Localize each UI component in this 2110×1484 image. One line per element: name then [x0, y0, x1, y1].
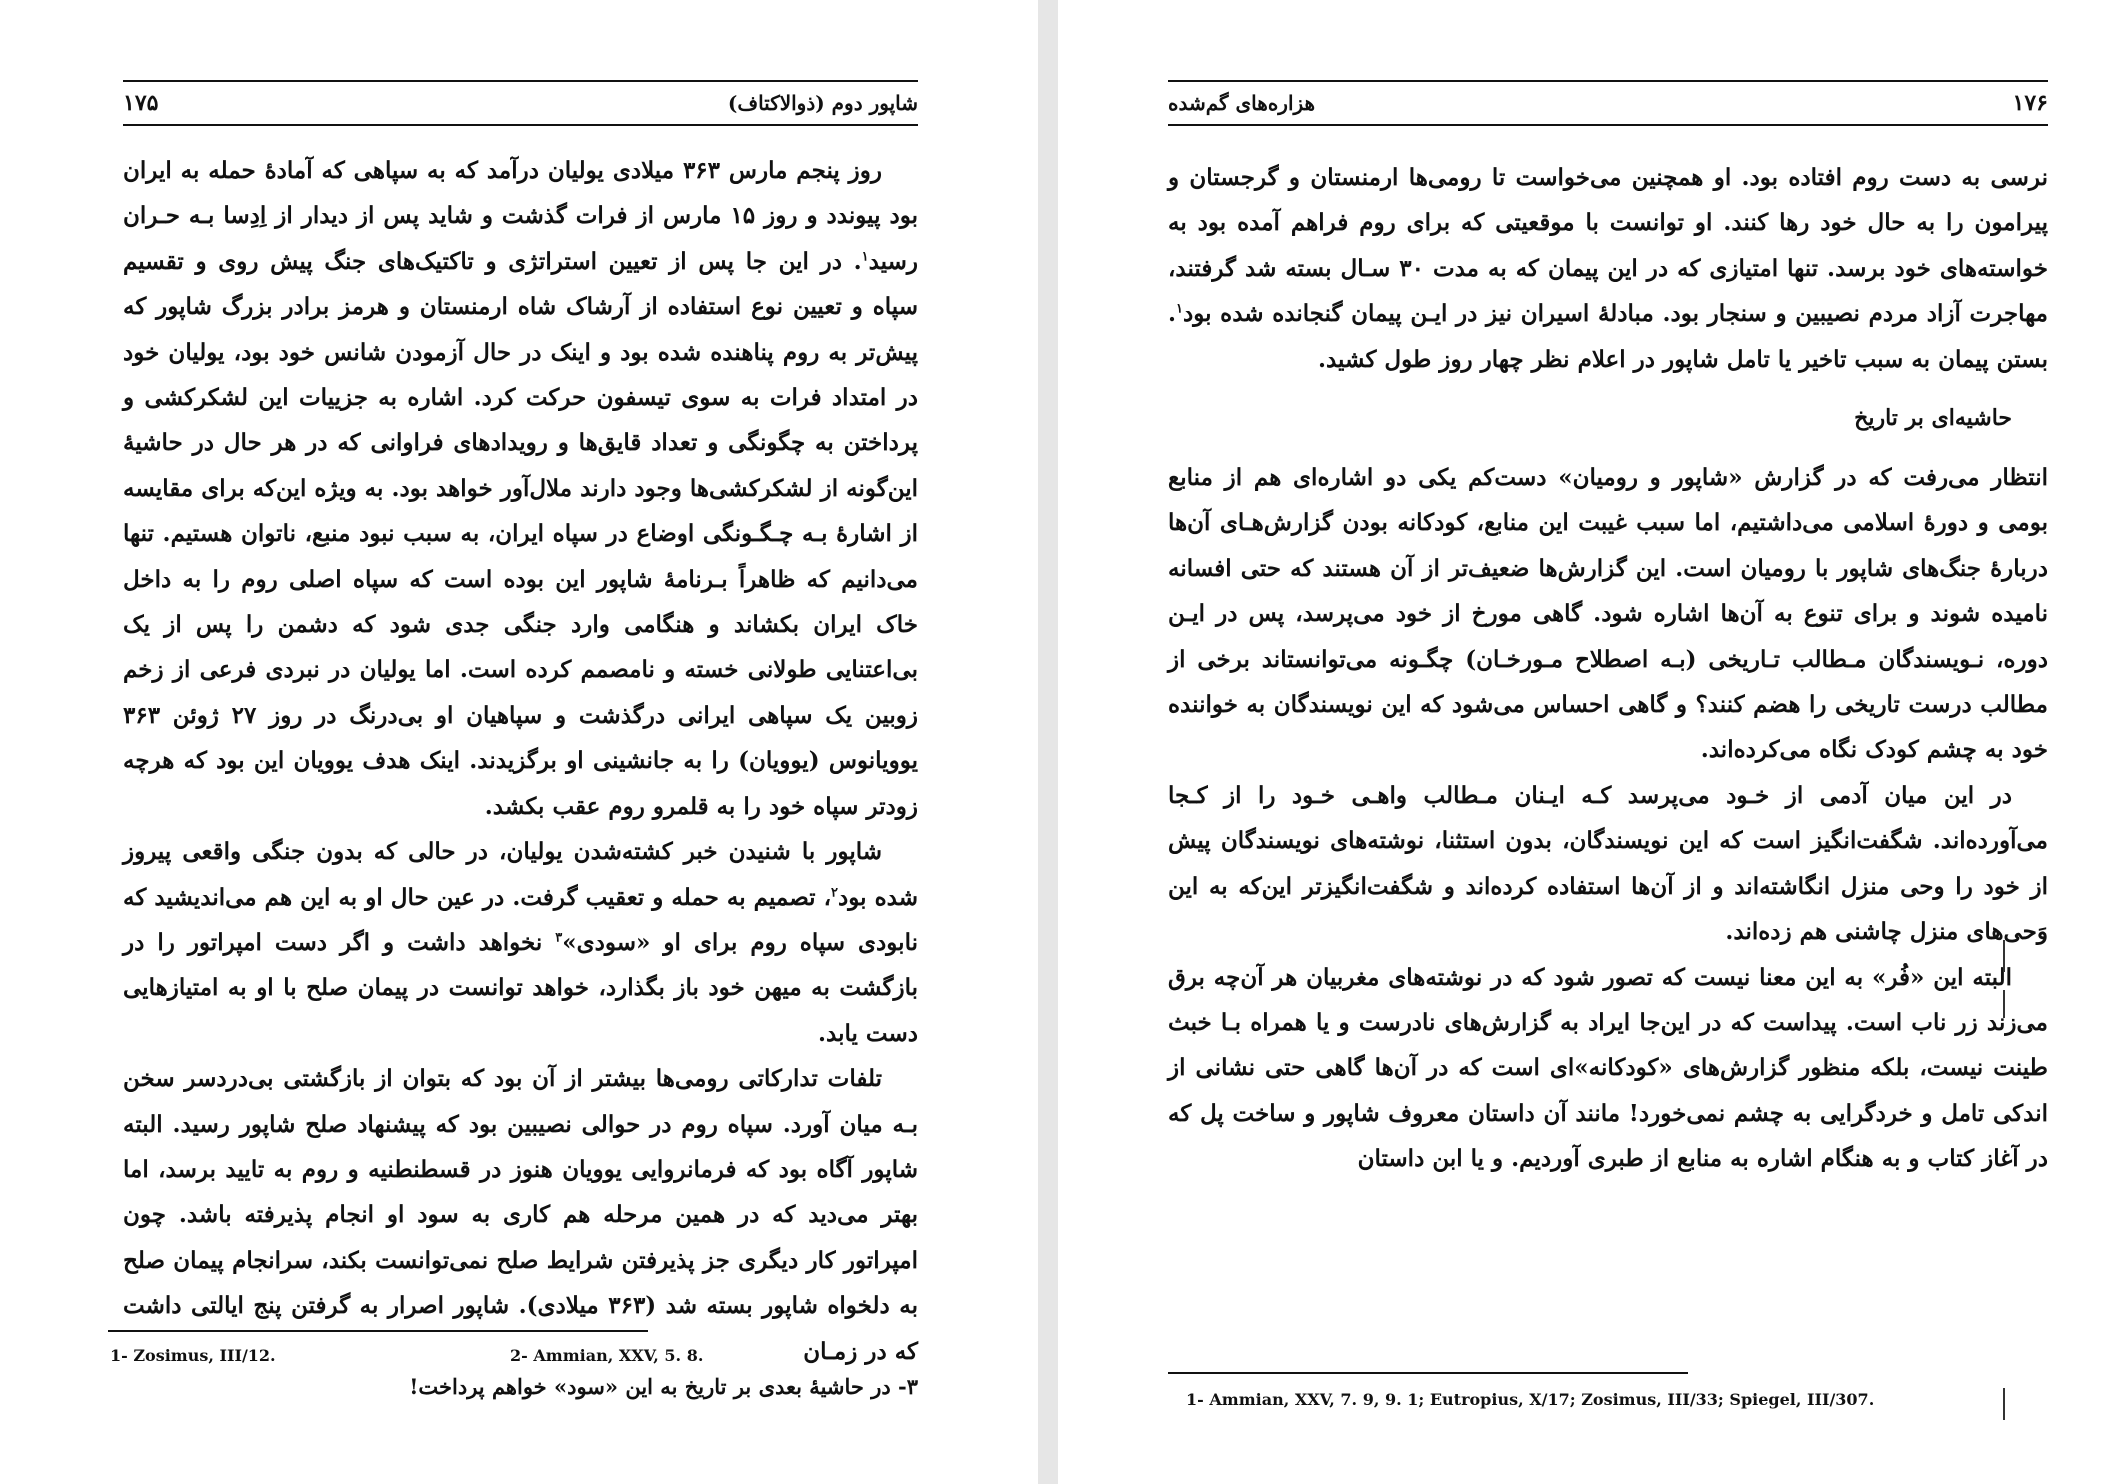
footnote-rule [108, 1330, 648, 1332]
left-page-body [123, 148, 918, 1374]
running-title: هزاره‌های گم‌شده [1168, 91, 1316, 115]
paragraph: انتظار می‌رفت که در گزارش «شاپور و رومیان» دست‌کم یکی دو اشاره‌ای هم از منابع بومی و دورهٔ اسلامی می‌داشتیم، اما سبب غیبت این منابع، کودکانه بودن گزارش‌هـای آن‌ها دربارهٔ جنگ‌های شاپور با رومیان است. این گزارش‌ها ضعیف‌تر از آن هستند که حتی افسانه نامیده شوند و برای تنوع به آن‌ها اشاره شود. گاهی مورخ از خود می‌پرسد، پس در ایـن دوره، نـویسندگان مـطالب تـاریخی (بـه اصطلاح مـورخـان) چگـونه می‌توانستاند برخی از مطالب درست تاریخی را هضم کنند؟ و گاهی احساس می‌شود که این نویسندگان به خواننده خود به چشم کودک نگاه می‌کرده‌اند. [1168, 464, 2048, 764]
paragraph: تلفات تدارکاتی رومی‌ها بیشتر از آن بود که بتوان از بازگشتی بی‌دردسر سخن بـه میان آورد. سپاه روم در حوالی نصیبین بود که پیشنهاد صلح شاپور رسید. البته شاپور آگاه بود که فرمانروایی یوویان هنوز در قسطنطنیه و روم به تایید برسد، اما بهتر می‌دید که در همین مرحله هم کاری به سود او انجام پذیرفته باشد. چون امپراتور کار دیگری جز پذیرفتن شرایط صلح نمی‌توانست بکند، سرانجام پیمان صلح به دلخواه شاپور بسته شد (۳۶۳ میلادی). شاپور اصرار به گرفتن پنج ایالتی داشت که در زمـان [123, 1065, 918, 1365]
footnote-1: 1- Ammian, XXV, 7. 9, 9. 1; Eutropius, X/17; Zosimus, III/33; Spiegel, III/307. [1186, 1390, 1875, 1409]
margin-mark [2003, 990, 2005, 1018]
paragraph: البته این «فُر» به این معنا نیست که تصور شود که در نوشته‌های مغربیان هر آن‌چه برق می‌زند زر ناب است. پیداست که در این‌جا ایراد به گزارش‌های نادرست و یا همراه بـا خبث طینت نیست، بلکه منظور گزارش‌های «کودکانه»‌ای است که در آن‌ها گاهی حتی نشانی از اندکی تامل و خردگرایی به چشم نمی‌خورد! مانند آن داستان معروف شاپور و ساخت پل که در آغاز کتاب و به هنگام اشاره به منابع از طبری آوردیم. و یا ابن داستان [1168, 963, 2048, 1173]
footnote-mark: ۳ [555, 930, 563, 946]
footnote-mark: ۱ [1176, 301, 1183, 317]
right-page-header [1168, 80, 2048, 126]
footnote-mark: ۲ [831, 884, 839, 900]
margin-mark [2003, 1388, 2005, 1420]
footnote-mark: ۱ [861, 249, 869, 265]
paragraph: نرسی به دست روم افتاده بود. او همچنین می‌خواست تا رومی‌ها ارمنستان و گرجستان و پیرامون را به حال خود رها کنند. او توانست با موقعیتی که برای روم فراهم آمده بود به خواسته‌های خود برسد. تنها امتیازی که در این پیمان که به مدت ۳۰ سـال بسته شد گرفتند، مهاجرت آزاد مردم نصیبین و سنجار بود. مبادلهٔ اسیران نیز در ایـن پیمان گنجانده شده بود$^۱$. بستن پیمان به سبب تاخیر یا تامل شاپور در اعلام نظر چهار روز طول کشید. [1168, 164, 2048, 373]
footnote-2: 2- Ammian, XXV, 5. 8. [510, 1346, 704, 1365]
running-title: شاپور دوم (ذوالاکتاف) [727, 91, 918, 115]
left-page [0, 0, 1038, 1484]
margin-mark [2003, 940, 2005, 972]
footnote-rule [1168, 1372, 1688, 1374]
paragraph: شاپور با شنیدن خبر کشته‌شدن یولیان، در حالی که بدون جنگی واقعی پیروز شده بود$^۲$، تصمیم به حمله و تعقیب گرفت. در عین حال او به این هم می‌اندیشید که نابودی سپاه روم برای او «سودی»$^۳$ نخواهد داشت و اگر دست امپراتور را در بازگشت به میهن خود باز بگذارد، خواهد توانست در پیمان صلح با او به امتیازهایی دست یابد. [123, 838, 918, 1047]
right-page [1058, 0, 2110, 1484]
page-number: ۱۷۵ [123, 90, 159, 116]
paragraph: روز پنجم مارس ۳۶۳ میلادی یولیان درآمد که به سپاهی که آمادهٔ حمله به ایران بود پیوندد و روز ۱۵ مارس از فرات گذشت و شاید پس از دیدار از اِدِسا بـه حـران رسید$^۱$. در این جا پس از تعیین استراتژی و تاکتیک‌های جنگ پیش روی و تقسیم سپاه و تعیین نوع استفاده از آرشاک شاه ارمنستان و هرمز برادر بزرگ شاپور که پیش‌تر به روم پناهنده شده بود و اینک در حال آزمودن شانس خود بود، یولیان خود در امتداد فرات به سوی تیسفون حرکت کرد. اشاره به جزییات این لشکرکشی و پرداختن به چگونگی و تعداد قایق‌ها و رویدادهای فراوانی که در هر حال در حاشیهٔ این‌گونه از لشکرکشی‌ها وجود دارند ملال‌آور خواهد بود. به ویژه این‌که برای مقایسه از اشارهٔ بـه چـگـونگی اوضاع در سپاه ایران، به سبب نبود منبع، ناتوان هستیم. تنها می‌دانیم که ظاهراً بـرنامهٔ شاپور این بوده است که سپاه اصلی روم را به داخل خاک ایران بکشاند و هنگامی وارد جنگی جدی شود که دشمن را پس از یک بی‌اعتنایی طولانی خسته و نامصمم کرده است. اما یولیان در نبردی فرعی از زخم زوبین یک سپاهی ایرانی درگذشت و سپاهیان او بی‌درنگ در روز ۲۷ ژوئن ۳۶۳ یوویانوس (یوویان) را به جانشینی او برگزیدند. اینک هدف یوویان این بود که هرچه زودتر سپاه خود را به قلمرو روم عقب بکشد. [123, 157, 918, 820]
paragraph: در این میان آدمی از خـود می‌پرسد کـه ایـنان مـطالب واهـی خـود را از کـجا می‌آورده‌اند. شگفت‌انگیز است که این نویسندگان، بدون استثنا، نوشته‌های نویسندگان پیش از خود را وحی منزل انگاشته‌اند و از آن‌ها استفاده کرده‌اند و شگفت‌انگیزتر این‌که به این وَحی‌های منزل چاشنی هم زده‌اند. [1168, 781, 2048, 946]
left-page-header [123, 80, 918, 126]
footnote-3: ۳- در حاشیهٔ بعدی بر تاریخ به این «سود» خواهم پرداخت! [409, 1374, 918, 1399]
page-number: ۱۷۶ [2012, 90, 2048, 116]
book-gutter [1038, 0, 1058, 1484]
right-page-body [1168, 155, 2048, 1182]
footnote-1: 1- Zosimus, III/12. [110, 1346, 276, 1365]
section-heading: حاشیه‌ای بر تاریخ [1854, 405, 2012, 432]
